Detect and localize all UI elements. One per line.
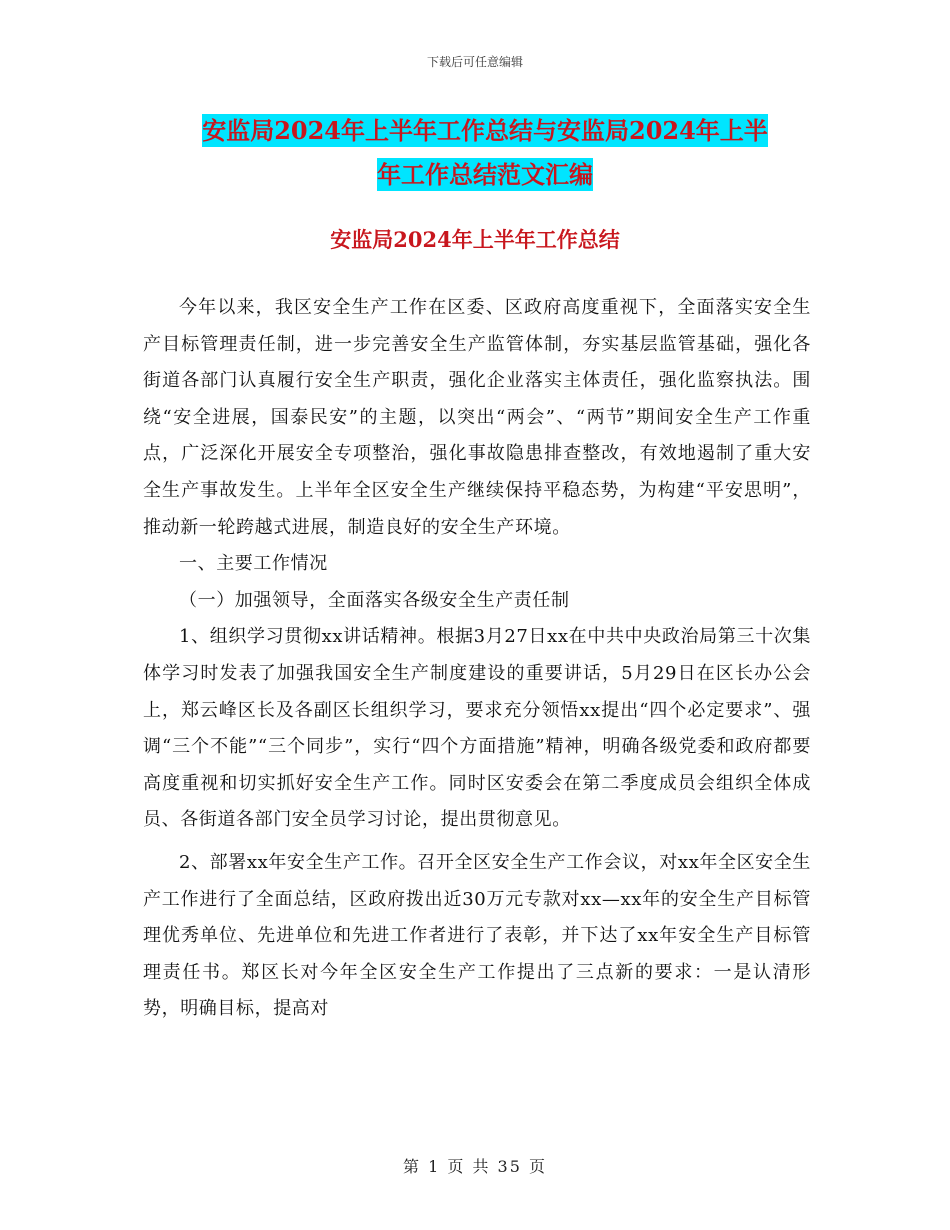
- section-title: 安监局2024年上半年工作总结: [330, 227, 620, 252]
- page-number: 第 1 页 共 35 页: [403, 1157, 547, 1176]
- document-title-line-2: 年工作总结范文汇编: [377, 160, 593, 189]
- heading-main-work: 一、主要工作情况: [179, 553, 328, 575]
- paragraph-intro: 今年以来，我区安全生产工作在区委、区政府高度重视下，全面落实安全生产目标管理责任制，进一步完善安全生产监管体制，夯实基层监管基础，强化各街道各部门认真履行安全生产职责，强化企业落实主体责任，强化监察执法。围绕“安全进展，国泰民安”的主题，以突出“两会”、“两节”期间安全生产工作重点，广泛深化开展安全专项整治，强化事故隐患排查整改，有效地遏制了重大安全生产事故发生。上半年全区安全生产继续保持平稳态势，为构建“平安思明”，推动新一轮跨越式进展，制造良好的安全生产环境。: [143, 297, 811, 538]
- paragraph-item-1: 1、组织学习贯彻xx讲话精神。根据3月27日xx在中共中央政治局第三十次集体学习时发表了加强我国安全生产制度建设的重要讲话，5月29日在区长办公会上，郑云峰区长及各副区长组织学习，要求充分领悟xx提出“四个必定要求”、强调“三个不能”“三个同步”，实行“四个方面措施”精神，明确各级党委和政府都要高度重视和切实抓好安全生产工作。同时区安委会在第二季度成员会组织全体成员、各街道各部门安全员学习讨论，提出贯彻意见。: [143, 626, 811, 831]
- paragraph-item-2: 2、部署xx年安全生产工作。召开全区安全生产工作会议，对xx年全区安全生产工作进行了全面总结，区政府拨出近30万元专款对xx—xx年的安全生产目标管理优秀单位、先进单位和先进工作者进行了表彰，并下达了xx年安全生产目标管理责任书。郑区长对今年全区安全生产工作提出了三点新的要求：一是认清形势，明确目标，提高对: [143, 851, 811, 1020]
- subheading-leadership: （一）加强领导，全面落实各级安全生产责任制: [179, 589, 570, 611]
- document-title-line-1: 安监局2024年上半年工作总结与安监局2024年上半: [202, 116, 768, 145]
- document-body: [143, 290, 811, 1028]
- page-header-note: 下载后可任意编辑: [426, 55, 523, 69]
